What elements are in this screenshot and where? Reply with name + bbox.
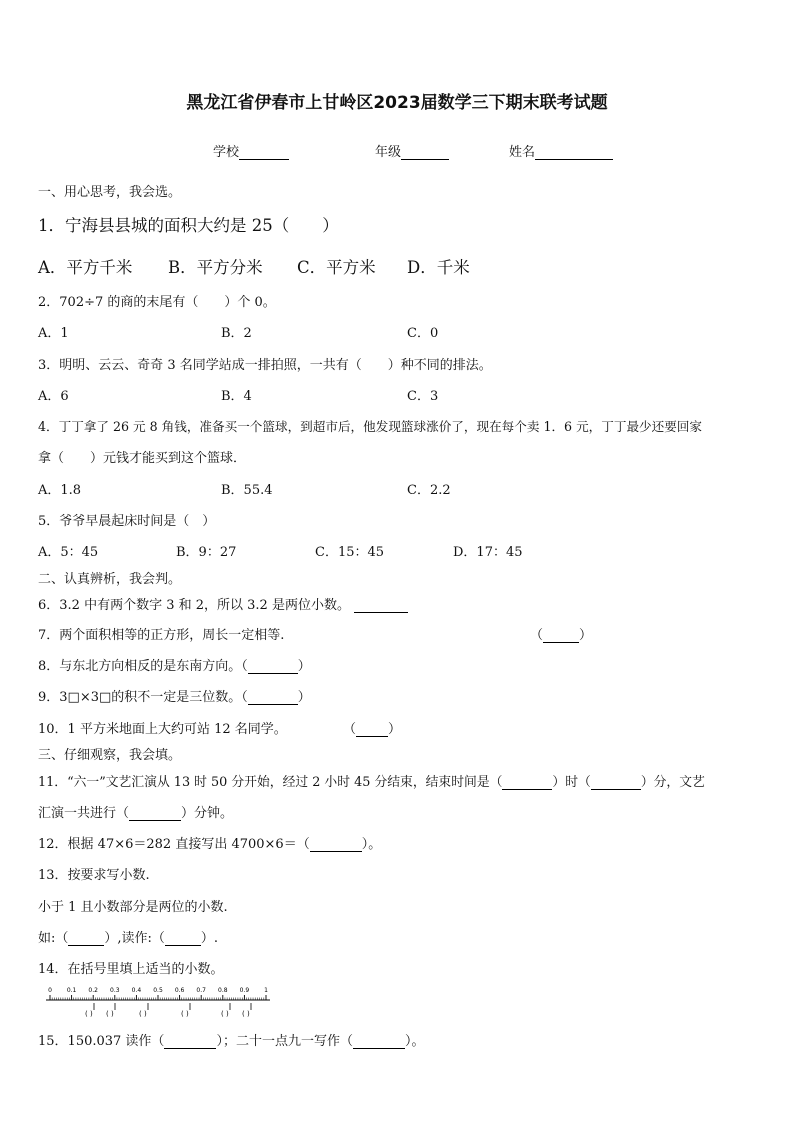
q1-option-a[interactable]: A．平方千米 [38, 258, 133, 277]
q12-stem: 12．根据 47×6＝282 直接写出 4700×6＝（ ）。 [38, 837, 382, 852]
q13-line2: 小于 1 且小数部分是两位的小数. [38, 900, 228, 915]
number-line-label: 0.3 [110, 987, 120, 994]
q15-stem: 15．150.037 读作（ ）；二十一点九一写作（ ）。 [38, 1034, 425, 1049]
q15-writing-blank[interactable] [353, 1034, 405, 1049]
school-label: 学校 [213, 145, 240, 160]
number-line-label: 0.8 [218, 987, 228, 994]
q11-line2: 汇演一共进行（ ）分钟。 [38, 806, 234, 821]
q2-stem: 2．702÷7 的商的末尾有（ ）个 0。 [38, 295, 276, 310]
q1-option-d[interactable]: D．千米 [407, 258, 470, 277]
number-line-label: 0 [48, 987, 52, 994]
q9-stem: 9．3□×3□的积不一定是三位数。（ ） [38, 690, 311, 705]
section-1-heading: 一、用心思考，我会选。 [38, 185, 182, 200]
q2-option-c[interactable]: C．0 [407, 326, 439, 341]
number-line-label: 0.9 [239, 987, 250, 994]
number-line-label: 0.2 [88, 987, 98, 994]
q8-stem: 8．与东北方向相反的是东南方向。（ ） [38, 659, 311, 674]
school-field[interactable] [213, 141, 289, 160]
q4-option-a[interactable]: A．1.8 [38, 483, 82, 498]
svg-text:( ): ( ) [242, 1010, 250, 1018]
section-2-heading: 二、认真辨析，我会判。 [38, 572, 182, 587]
name-field[interactable] [509, 141, 613, 160]
q5-option-a[interactable]: A．5：45 [38, 545, 99, 560]
number-line-figure [40, 983, 280, 1019]
svg-text:( ): ( ) [181, 1010, 189, 1018]
q15-reading-blank[interactable] [164, 1034, 216, 1049]
q1-option-c[interactable]: C．平方米 [297, 258, 376, 277]
section-3-heading: 三、仔细观察，我会填。 [38, 748, 182, 763]
q4-option-c[interactable]: C．2.2 [407, 483, 451, 498]
q5-option-b[interactable]: B．9：27 [176, 545, 237, 560]
page-title: 黑龙江省伊春市上甘岭区2023届数学三下期末联考试题 [186, 93, 608, 113]
svg-text:( ): ( ) [139, 1010, 147, 1018]
number-line-label: 0.6 [174, 987, 185, 994]
q3-option-b[interactable]: B．4 [221, 389, 252, 404]
q3-option-a[interactable]: A．6 [38, 389, 69, 404]
q6-answer-blank[interactable] [354, 598, 408, 613]
q4-option-b[interactable]: B．55.4 [221, 483, 273, 498]
q10-answer[interactable]: （ ） [343, 722, 402, 737]
q10-stem: 10．1 平方米地面上大约可站 12 名同学。 [38, 722, 287, 737]
q2-option-b[interactable]: B．2 [221, 326, 252, 341]
q2-option-a[interactable]: A．1 [38, 326, 69, 341]
number-line-answer-markers [85, 1003, 251, 1018]
q13-number-blank[interactable] [68, 931, 104, 946]
q11-minute-blank[interactable] [591, 775, 641, 790]
number-line-label: 0.1 [66, 987, 77, 994]
q4-stem-line1: 4．丁丁拿了 26 元 8 角钱，准备买一个篮球，到超市后，他发现篮球涨价了，现在每个卖 1．6 元，丁丁最少还要回家 [38, 419, 703, 434]
grade-label: 年级 [375, 145, 402, 160]
q3-stem: 3．明明、云云、奇奇 3 名同学站成一排拍照，一共有（ ）种不同的排法。 [38, 358, 492, 373]
q1-stem: 1．宁海县县城的面积大约是 25（ ） [38, 216, 339, 235]
q7-answer[interactable]: （ ） [530, 628, 593, 643]
name-label: 姓名 [509, 145, 536, 160]
svg-text:( ): ( ) [106, 1010, 114, 1018]
q1-option-b[interactable]: B．平方分米 [168, 258, 263, 277]
q3-option-c[interactable]: C．3 [407, 389, 439, 404]
q5-stem: 5．爷爷早晨起床时间是（ ） [38, 514, 216, 529]
svg-text:( ): ( ) [85, 1010, 93, 1018]
q11-hour-blank[interactable] [502, 775, 552, 790]
q5-option-d[interactable]: D．17：45 [453, 545, 523, 560]
q7-stem: 7．两个面积相等的正方形，周长一定相等. [38, 628, 285, 643]
q13-line3: 如:（ ）,读作:（ ）. [38, 931, 219, 946]
number-line-label: 0.4 [131, 987, 142, 994]
grade-field[interactable] [375, 141, 449, 160]
q4-stem-line2: 拿（ ）元钱才能买到这个篮球． [38, 451, 247, 466]
number-line-label: 1 [264, 987, 268, 994]
q13-stem: 13．按要求写小数. [38, 868, 150, 883]
q12-answer-blank[interactable] [310, 837, 362, 852]
q5-option-c[interactable]: C．15：45 [315, 545, 385, 560]
q14-stem: 14．在括号里填上适当的小数。 [38, 962, 224, 977]
q6-text: 6．3.2 中有两个数字 3 和 2，所以 3.2 是两位小数。 [38, 598, 350, 613]
q9-answer-blank[interactable] [248, 690, 298, 705]
q13-reading-blank[interactable] [165, 931, 201, 946]
number-line-label: 0.5 [153, 987, 163, 994]
svg-text:( ): ( ) [221, 1010, 229, 1018]
q11-duration-blank[interactable] [129, 806, 181, 821]
q11-line1: 11．“六一”文艺汇演从 13 时 50 分开始，经过 2 小时 45 分结束，结束时间是（ ）时（ ）分，文艺 [38, 775, 705, 790]
q8-answer-blank[interactable] [248, 659, 298, 674]
q6-stem [38, 594, 408, 613]
number-line-label: 0.7 [196, 987, 206, 994]
